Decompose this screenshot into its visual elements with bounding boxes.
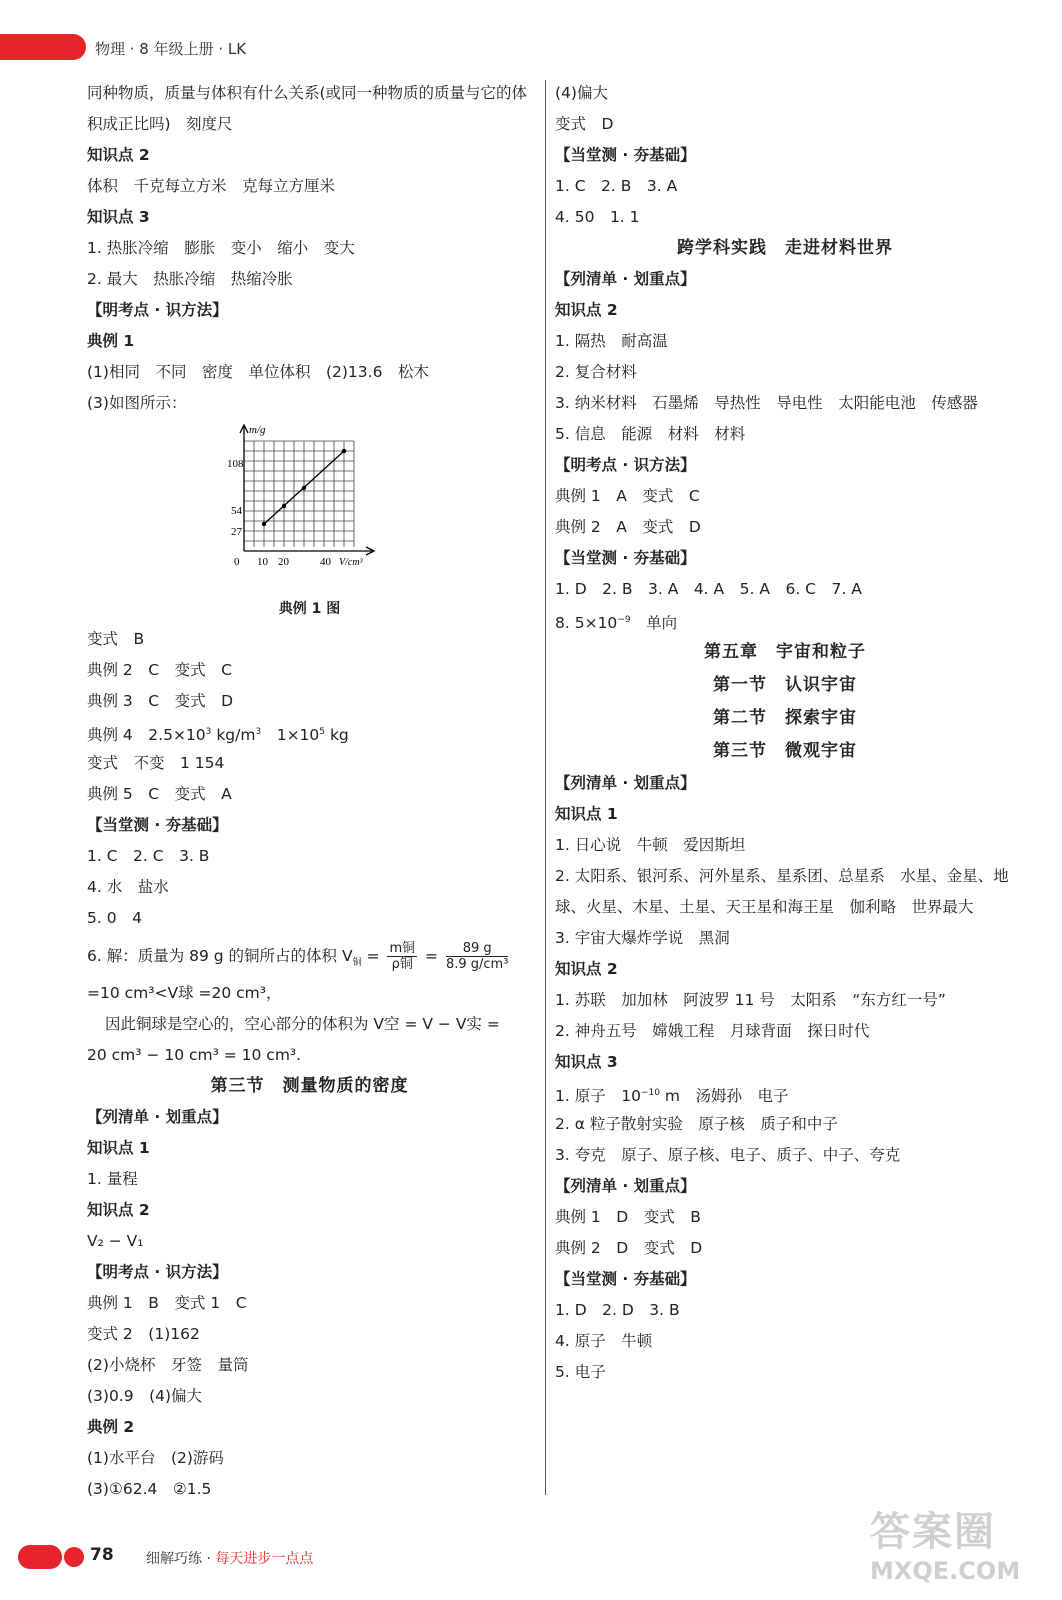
figure-caption: 典例 1 图 xyxy=(278,601,341,617)
solution-line: 因此铜球是空心的，空心部分的体积为 V空 = V − V实 = xyxy=(105,1015,500,1033)
answer-line: 2. 神舟五号 嫦娥工程 月球背面 探日时代 xyxy=(555,1022,870,1040)
header-title: 物理 · 8 年级上册 · LK xyxy=(95,40,247,58)
section-label: 知识点 1 xyxy=(87,1139,150,1157)
section-label: 知识点 2 xyxy=(555,960,618,978)
data-point xyxy=(262,522,266,526)
answer-line: 体积 千克每立方米 克每立方厘米 xyxy=(87,177,336,195)
answer-line: 典例 2 A 变式 D xyxy=(555,518,701,536)
solution-line: 6. 解：质量为 89 g 的铜所占的体积 $V_铜$ = $\frac{\text{m铜}}{\text{ρ铜}}$ = $\frac{89 g}{\text{8.9 g/cm³}}$ xyxy=(87,941,509,972)
example-label: 典例 1 xyxy=(87,332,135,350)
chapter-title: 第五章 宇宙和粒子 xyxy=(704,642,866,662)
fraction: $\frac{89 g}{\text{8.9 g/cm³}}$ xyxy=(445,941,509,972)
answer-line: 典例 2 D 变式 D xyxy=(555,1239,703,1257)
section-heading: 【当堂测 · 夯基础】 xyxy=(555,549,696,567)
data-point xyxy=(302,486,306,490)
watermark-en: MXQE.COM xyxy=(870,1557,1021,1585)
section-label: 知识点 1 xyxy=(555,805,618,823)
section-heading: 【列清单 · 划重点】 xyxy=(555,270,696,288)
answer-line: 1. C 2. C 3. B xyxy=(87,847,210,865)
left-column xyxy=(87,78,532,1505)
answer-line: 同种物质，质量与体积有什么关系(或同一种物质的质量与它的体积成正比吗) 刻度尺 xyxy=(87,84,528,133)
y-tick-label: 54 xyxy=(231,505,242,517)
answer-line: (3)0.9 (4)偏大 xyxy=(87,1387,203,1405)
section-heading: 【列清单 · 划重点】 xyxy=(555,1177,696,1195)
section-label: 知识点 2 xyxy=(555,301,618,319)
x-axis-label: V/cm³ xyxy=(339,557,363,568)
mass-volume-graph xyxy=(87,419,532,594)
answer-line: 1. 热胀冷缩 膨胀 变小 缩小 变大 xyxy=(87,239,355,257)
section-title: 第三节 测量物质的密度 xyxy=(210,1076,409,1096)
column-divider xyxy=(545,80,546,1495)
page-number: 78 xyxy=(90,1545,114,1565)
section-label: 知识点 2 xyxy=(87,1201,150,1219)
section-label: 知识点 2 xyxy=(87,146,150,164)
answer-line: 典例 3 C 变式 D xyxy=(87,692,234,710)
answer-line: 变式 D xyxy=(555,115,614,133)
answer-line: 2. α 粒子散射实验 原子核 质子和中子 xyxy=(555,1115,838,1133)
section-heading: 【列清单 · 划重点】 xyxy=(555,774,696,792)
answer-line: 4. 原子 牛顿 xyxy=(555,1332,653,1350)
answer-line: 2. 太阳系、银河系、河外星系、星系团、总星系 水星、金星、地球、火星、木星、土星、天王星和海王星 伽利略 世界最大 xyxy=(555,867,1009,916)
section-label: 知识点 3 xyxy=(87,208,150,226)
answer-line: 典例 5 C 变式 A xyxy=(87,785,232,803)
section-title: 跨学科实践 走进材料世界 xyxy=(677,238,893,258)
x-tick-label: 0 xyxy=(234,556,240,568)
answer-line: (4)偏大 xyxy=(555,84,608,102)
footer-slogan: 每天进步一点点 xyxy=(215,1551,314,1567)
section-title: 第一节 认识宇宙 xyxy=(713,675,857,695)
answer-line: 2. 复合材料 xyxy=(555,363,637,381)
header-accent-bar xyxy=(0,34,86,60)
answer-line: 4. 50 1. 1 xyxy=(555,208,640,226)
answer-line: (1)水平台 (2)游码 xyxy=(87,1449,224,1467)
answer-line: 1. C 2. B 3. A xyxy=(555,177,678,195)
answer-line: 变式 2 (1)162 xyxy=(87,1325,200,1343)
section-heading: 【明考点 · 识方法】 xyxy=(555,456,696,474)
answer-line: (3)如图所示： xyxy=(87,394,187,412)
answer-line: 典例 1 D 变式 B xyxy=(555,1208,701,1226)
y-tick-label: 27 xyxy=(231,526,242,538)
y-axis-label: m/g xyxy=(249,424,266,436)
section-heading: 【列清单 · 划重点】 xyxy=(87,1108,228,1126)
answer-line: 5. 0 4 xyxy=(87,909,142,927)
solution-line: =10 cm³<V球 =20 cm³， xyxy=(87,984,282,1002)
answer-line: 1. D 2. D 3. B xyxy=(555,1301,680,1319)
x-tick-label: 10 xyxy=(257,556,268,568)
answer-line: 5. 信息 能源 材料 材料 xyxy=(555,425,746,443)
answer-line: 变式 不变 1 154 xyxy=(87,754,225,772)
section-heading: 【当堂测 · 夯基础】 xyxy=(555,146,696,164)
section-title: 第三节 微观宇宙 xyxy=(713,741,857,761)
section-heading: 【明考点 · 识方法】 xyxy=(87,1263,228,1281)
example-label: 典例 2 xyxy=(87,1418,135,1436)
answer-line: 典例 4 $2.5\times 10^3$ $kg/m^3$ $1\times 10^5$ kg xyxy=(87,726,349,745)
data-point xyxy=(282,504,286,508)
answer-line: 典例 2 C 变式 C xyxy=(87,661,232,679)
answer-line: 典例 1 A 变式 C xyxy=(555,487,700,505)
answer-line: 1. 量程 xyxy=(87,1170,138,1188)
answer-line: 5. 电子 xyxy=(555,1363,606,1381)
answer-line: 3. 夸克 原子、原子核、电子、质子、中子、夸克 xyxy=(555,1146,901,1164)
answer-line: V₂ − V₁ xyxy=(87,1232,144,1250)
x-tick-label: 20 xyxy=(278,556,289,568)
right-column xyxy=(555,78,1015,1388)
answer-line: (3)①62.4 ②1.5 xyxy=(87,1480,212,1498)
answer-line: 8. $5\times 10^{-9}$ 单向 xyxy=(555,614,678,633)
section-label: 知识点 3 xyxy=(555,1053,618,1071)
watermark-cn: 答案圈 xyxy=(870,1509,996,1555)
footer-accent-dot xyxy=(64,1547,84,1567)
book-title: 细解巧练 · xyxy=(146,1551,216,1567)
y-tick-label: 108 xyxy=(227,458,244,470)
answer-line: 3. 纳米材料 石墨烯 导热性 导电性 太阳能电池 传感器 xyxy=(555,394,978,412)
answer-line: (2)小烧杯 牙签 量筒 xyxy=(87,1356,249,1374)
answer-line: 3. 宇宙大爆炸学说 黑洞 xyxy=(555,929,730,947)
section-heading: 【明考点 · 识方法】 xyxy=(87,301,228,319)
answer-line: 1. D 2. B 3. A 4. A 5. A 6. C 7. A xyxy=(555,580,862,598)
answer-line: 1. 原子 $10^{-10}$ m 汤姆孙 电子 xyxy=(555,1087,789,1106)
answer-line: 2. 最大 热胀冷缩 热缩冷胀 xyxy=(87,270,293,288)
answer-line: 变式 B xyxy=(87,630,145,648)
answer-line: 1. 隔热 耐高温 xyxy=(555,332,668,350)
data-point xyxy=(342,449,346,453)
solution-line: 20 cm³ − 10 cm³ = 10 cm³. xyxy=(87,1046,302,1064)
answer-line: 1. 苏联 加加林 阿波罗 11 号 太阳系 “东方红一号” xyxy=(555,991,946,1009)
answer-line: 4. 水 盐水 xyxy=(87,878,169,896)
x-tick-label: 40 xyxy=(320,556,331,568)
footer-text xyxy=(146,1548,313,1568)
section-heading: 【当堂测 · 夯基础】 xyxy=(87,816,228,834)
section-heading: 【当堂测 · 夯基础】 xyxy=(555,1270,696,1288)
answer-line: 典例 1 B 变式 1 C xyxy=(87,1294,247,1312)
answer-line: 1. 日心说 牛顿 爱因斯坦 xyxy=(555,836,746,854)
footer-accent-bar xyxy=(18,1545,62,1569)
answer-line: (1)相同 不同 密度 单位体积 (2)13.6 松木 xyxy=(87,363,429,381)
watermark-logo xyxy=(870,1508,1050,1596)
fraction: $\frac{\text{m铜}}{\text{ρ铜}}$ xyxy=(389,941,416,972)
section-title: 第二节 探索宇宙 xyxy=(713,708,857,728)
